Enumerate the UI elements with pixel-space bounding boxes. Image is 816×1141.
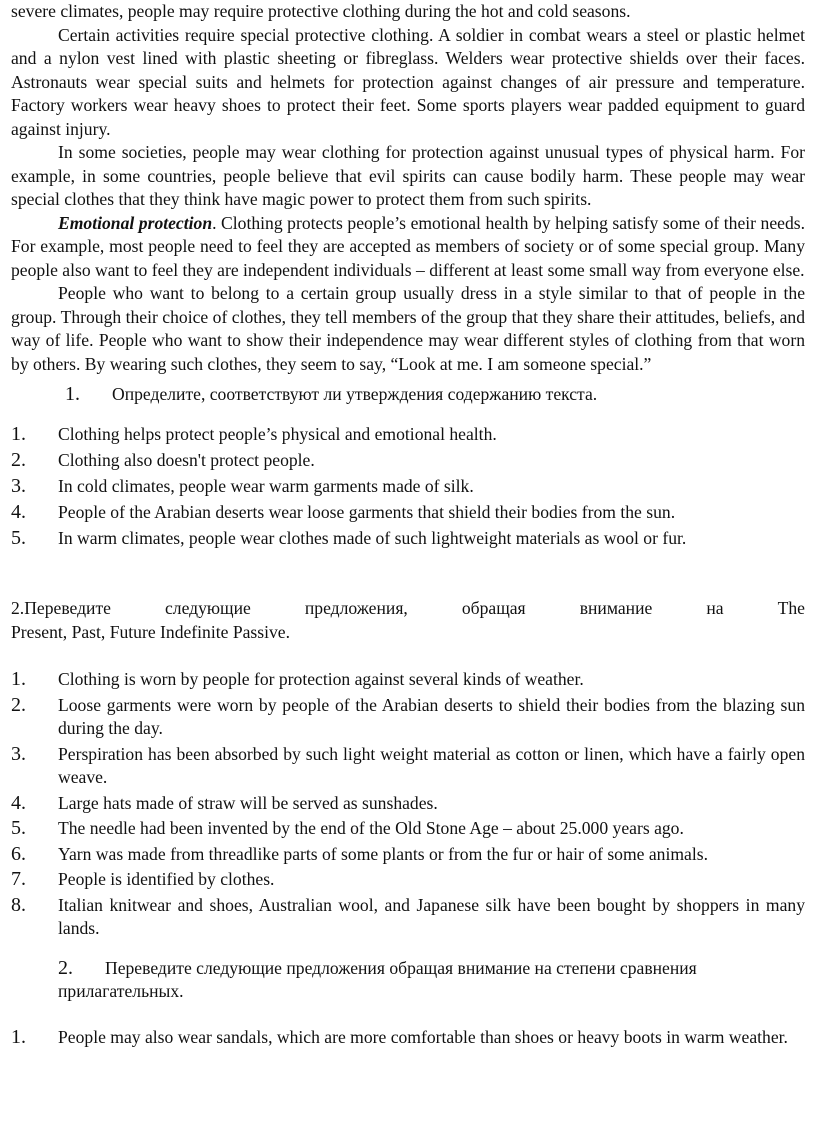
item-number: 7. — [11, 868, 26, 890]
item-text: Loose garments were worn by people of the Arabian deserts to shield their bodies from the blazing sun during the day. — [58, 694, 805, 738]
task-3-text: Переведите следующие предложения обращая внимание на степени сравнения прилагательных. — [58, 957, 697, 1001]
item-number: 1. — [11, 422, 26, 445]
item-number: 2. — [11, 448, 26, 471]
item-text: Clothing also doesn't protect people. — [58, 449, 315, 470]
task-2-word: The — [777, 598, 805, 618]
item-number: 4. — [11, 500, 26, 523]
task-2-word: следующие — [165, 598, 251, 618]
item-text: People is identified by clothes. — [58, 869, 275, 889]
paragraph-4 — [11, 212, 805, 283]
paragraph-4-body: . Clothing protects people’s emotional health by helping satisfy some of their needs. For example, most people need to feel they are accepted as members of society or of some special group. Many people also want to feel they are independent individuals – different at least some small way from everyone else. — [11, 212, 805, 280]
paragraph-5: People who want to belong to a certain group usually dress in a style similar to that of people in the group. Through their choice of clothes, they tell members of the group that they share their attitudes, beliefs, and way of life. People who want to show their independence may wear different styles of clothing from that worn by others. By wearing such clothes, they seem to say, “Look at me. I am someone special.” — [11, 283, 805, 374]
paragraph-2: Certain activities require special protective clothing. A soldier in combat wears a steel or plastic helmet and a nylon vest lined with plastic sheeting or fibreglass. Welders wear protective shields over their faces. Astronauts wear special suits and helmets for protection against changes of air pressure and temperature. Factory workers wear heavy shoes to protect their feet. Some sports players wear padded equipment to guard against injury. — [11, 24, 805, 139]
item-number: 2. — [11, 693, 26, 716]
list-item — [11, 1026, 805, 1050]
list-item — [11, 743, 805, 790]
item-number: 6. — [11, 842, 26, 865]
paragraph-3: In some societies, people may wear clothing for protection against unusual types of physical harm. For example, in some countries, people believe that evil spirits can cause bodily harm. These people may wear special clothes that they think have magic power to protect them from such spirits. — [11, 142, 805, 209]
list-item — [11, 694, 805, 741]
item-text: Perspiration has been absorbed by such light weight material as cotton or linen, which have a fairly open weave. — [58, 743, 805, 787]
list-item — [11, 868, 805, 892]
list-item — [11, 475, 805, 499]
list-item — [11, 668, 805, 692]
task-1-text: Определите, соответствуют ли утверждения содержанию текста. — [112, 384, 598, 404]
task-3-list — [11, 1026, 805, 1050]
item-text: Large hats made of straw will be served as sunshades. — [58, 792, 438, 813]
task-3-number: 2. — [58, 956, 73, 979]
item-text: People of the Arabian deserts wear loose garments that shield their bodies from the sun. — [58, 501, 676, 522]
task-2-line-1 — [11, 597, 805, 621]
task-3-instruction — [11, 957, 805, 1004]
item-text: In warm climates, people wear clothes made of such lightweight materials as wool or fur. — [58, 527, 687, 548]
list-item — [11, 449, 805, 473]
item-text: People may also wear sandals, which are more comfortable than shoes or heavy boots in warm weather. — [58, 1026, 788, 1047]
document-page — [11, 0, 805, 1049]
list-item — [11, 501, 805, 525]
task-1-number: 1. — [65, 383, 80, 405]
task-2-word: обращая — [461, 598, 526, 618]
task-2-word: на — [706, 598, 724, 618]
item-number: 4. — [11, 791, 26, 814]
item-number: 8. — [11, 893, 26, 916]
list-item — [11, 894, 805, 941]
list-item — [11, 792, 805, 816]
task-2-word: 2.Переведите — [11, 598, 111, 618]
item-text: Clothing helps protect people’s physical and emotional health. — [58, 423, 497, 444]
item-text: Clothing is worn by people for protection against several kinds of weather. — [58, 669, 584, 689]
item-number: 3. — [11, 742, 26, 765]
item-number: 5. — [11, 817, 26, 839]
list-item — [11, 527, 805, 551]
list-item — [11, 843, 805, 867]
task-2-instruction — [11, 597, 805, 644]
list-item — [11, 423, 805, 447]
task-2-word: предложения, — [304, 598, 408, 618]
emotional-protection-heading: Emotional protection — [58, 212, 213, 233]
task-2-line-2: Present, Past, Future Indefinite Passive. — [11, 621, 291, 642]
item-text: Yarn was made from threadlike parts of some plants or from the fur or hair of some animals. — [58, 843, 708, 864]
item-text: Italian knitwear and shoes, Australian wool, and Japanese silk have been bought by shoppers in many lands. — [58, 894, 805, 938]
item-number: 1. — [11, 668, 26, 690]
task-1-instruction — [11, 383, 805, 407]
task-2-list — [11, 668, 805, 941]
item-number: 3. — [11, 474, 26, 497]
item-number: 5. — [11, 526, 26, 549]
paragraph-1: severe climates, people may require protective clothing during the hot and cold seasons. — [11, 1, 631, 21]
item-text: In cold climates, people wear warm garments made of silk. — [58, 475, 474, 496]
task-2-word: внимание — [579, 598, 653, 618]
item-text: The needle had been invented by the end of the Old Stone Age – about 25.000 years ago. — [58, 818, 684, 838]
task-1-list — [11, 423, 805, 551]
item-number: 1. — [11, 1025, 26, 1048]
list-item — [11, 817, 805, 841]
